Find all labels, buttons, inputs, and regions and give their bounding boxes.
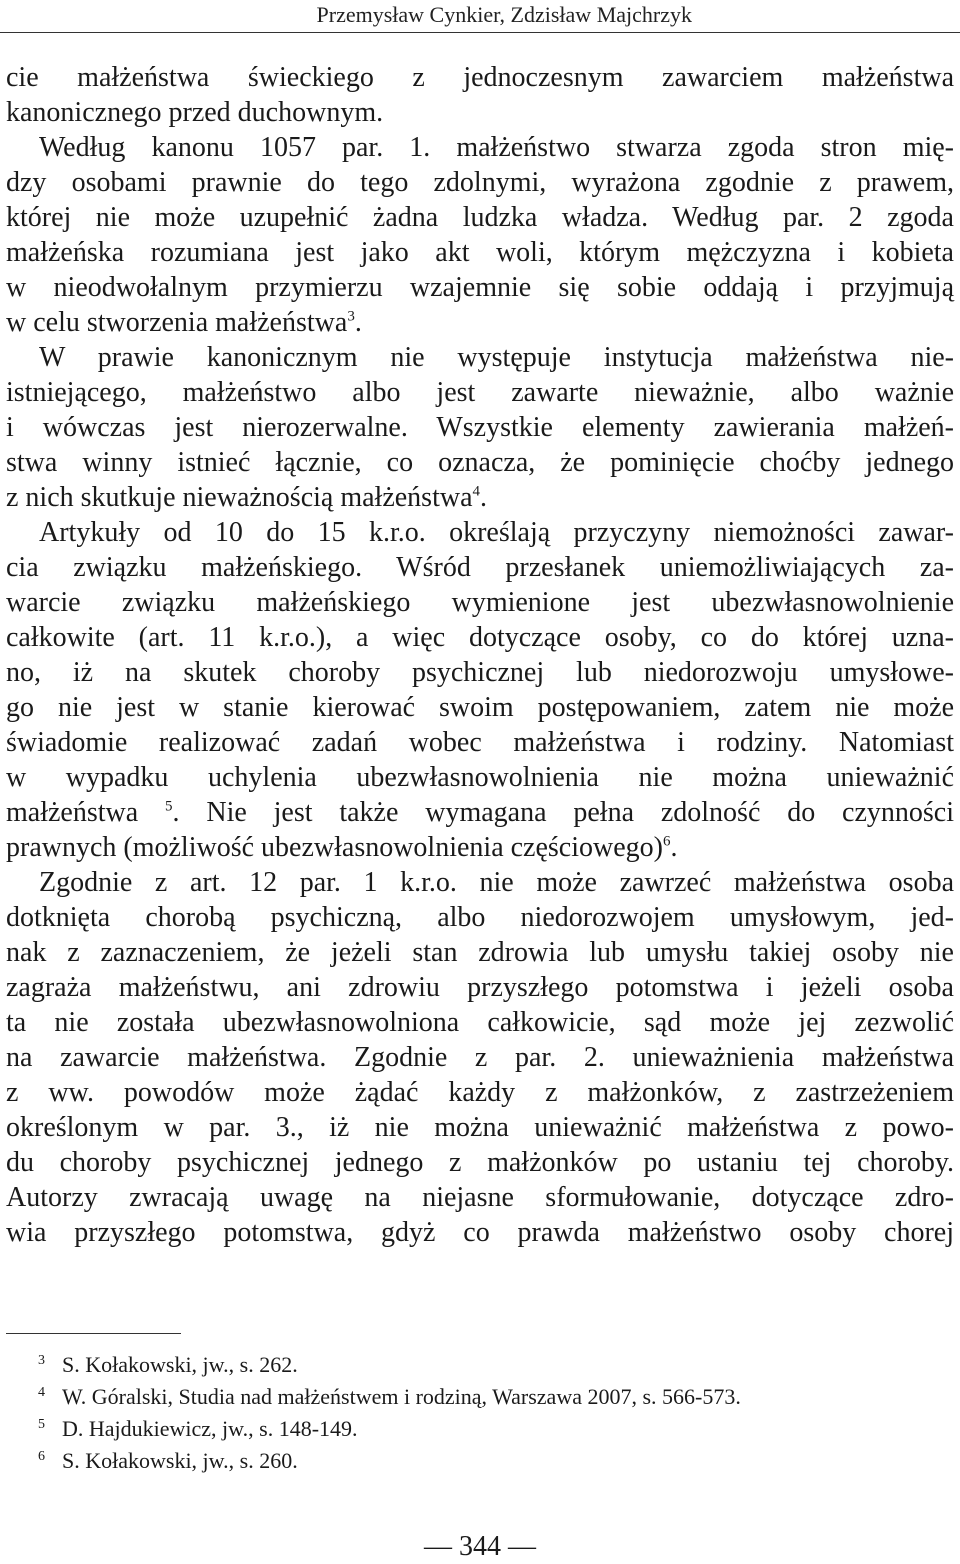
main-text [6, 60, 954, 1250]
text-line-with-footnote [6, 305, 954, 340]
text-line: i wówczas jest nierozerwalne. Wszystkie elementy zawierania małżeń- [6, 412, 954, 443]
text-line: istniejącego, małżeństwo albo jest zawarte nieważnie, albo ważnie [6, 377, 954, 408]
text-line: określonym w par. 3., iż nie można unieważnić małżeństwa z powo- [6, 1112, 954, 1143]
text-segment: . [354, 307, 362, 338]
text-line: całkowite (art. 11 k.r.o.), a więc dotyczące osoby, co do której uzna- [6, 622, 954, 653]
text-segment: . [670, 832, 678, 863]
text-line-with-footnote [6, 830, 954, 865]
footnote: 6 S. Kołakowski, jw., s. 260. [38, 1448, 298, 1473]
text-line: cia związku małżeńskiego. Wśród przesłanek uniemożliwiających za- [6, 552, 954, 583]
footnote-text: W. Góralski, Studia nad małżeństwem i rodziną, Warszawa 2007, s. 566-573. [62, 1384, 741, 1409]
text-line: Zgodnie z art. 12 par. 1 k.r.o. nie może zawrzeć małżeństwa osoba [39, 867, 954, 898]
footnote-ref: 6 [663, 833, 671, 850]
running-head-text: Przemysław Cynkier, Zdzisław Majchrzyk [316, 2, 692, 27]
footnote-ref: 3 [347, 308, 355, 325]
footnote-separator [6, 1333, 181, 1334]
text-line-with-footnote [6, 480, 954, 515]
text-line: dzy osobami prawnie do tego zdolnymi, wyrażona zgodnie z prawem, [6, 167, 954, 198]
text-line: wia przyszłego potomstwa, gdyż co prawda małżeństwo osoby chorej [6, 1217, 954, 1248]
footnote-text: S. Kołakowski, jw., s. 262. [62, 1352, 298, 1377]
text-line: kanonicznego przed duchownym. [6, 97, 384, 128]
text-line: Autorzy zwracają uwagę na niejasne sformułowanie, dotyczące zdro- [6, 1182, 954, 1213]
text-line: ta nie została ubezwłasnowolniona całkowicie, sąd może jej zezwolić [6, 1007, 954, 1038]
text-line: du choroby psychicznej jednego z małżonków po ustaniu tej choroby. [6, 1147, 954, 1178]
text-line: dotknięta chorobą psychiczną, albo niedorozwojem umysłowym, jed- [6, 902, 954, 933]
text-line: której nie może uzupełnić żadna ludzka władza. Według par. 2 zgoda [6, 202, 954, 233]
text-segment: małżeństwa [6, 797, 139, 828]
text-line: no, iż na skutek choroby psychicznej lub niedorozwoju umysłowe- [6, 657, 954, 688]
text-line: z ww. powodów może żądać każdy z małżonków, z zastrzeżeniem [6, 1077, 954, 1108]
text-line: stwa winny istnieć łącznie, co oznacza, że pominięcie choćby jednego [6, 447, 954, 478]
text-line: Według kanonu 1057 par. 1. małżeństwo stwarza zgoda stron mię- [39, 132, 954, 163]
text-segment: . [480, 482, 487, 513]
text-line: nak z zaznaczeniem, że jeżeli stan zdrowia lub umysłu takiej osoby nie [6, 937, 954, 968]
footnote-ref: 5 [165, 798, 173, 815]
text-line: małżeńska rozumiana jest jako akt woli, którym mężczyzna i kobieta [6, 237, 954, 268]
footnotes [38, 1349, 741, 1477]
page-number: — 344 — [424, 1531, 536, 1562]
footnote-text: S. Kołakowski, jw., s. 260. [62, 1448, 298, 1473]
footnote: 5 D. Hajdukiewicz, jw., s. 148-149. [38, 1416, 358, 1441]
text-segment: w celu stworzenia małżeństwa [6, 307, 348, 338]
header-rule [0, 32, 960, 33]
text-line: świadomie realizować zadań wobec małżeństwa i rodziny. Natomiast [6, 727, 954, 758]
text-segment: prawnych (możliwość ubezwłasnowolnienia częściowego) [6, 832, 663, 863]
text-line: w nieodwołalnym przymierzu wzajemnie się sobie oddają i przyjmują [6, 272, 954, 303]
text-line: cie małżeństwa świeckiego z jednoczesnym zawarciem małżeństwa [6, 62, 954, 93]
text-line: na zawarcie małżeństwa. Zgodnie z par. 2. unieważnienia małżeństwa [6, 1042, 954, 1073]
text-line: go nie jest w stanie kierować swoim postępowaniem, zatem nie może [6, 692, 954, 723]
footnote-text: D. Hajdukiewicz, jw., s. 148-149. [62, 1416, 358, 1441]
text-line: warcie związku małżeńskiego wymienione jest ubezwłasnowolnienie [6, 587, 954, 618]
text-line: w wypadku uchylenia ubezwłasnowolnienia nie można unieważnić [6, 762, 954, 793]
footnote-ref: 4 [472, 483, 480, 500]
footnote: 3 S. Kołakowski, jw., s. 262. [38, 1352, 298, 1377]
footnote: 4 W. Góralski, Studia nad małżeństwem i rodziną, Warszawa 2007, s. 566-573. [38, 1384, 741, 1409]
text-segment: . Nie jest także wymagana pełna zdolność do czynności [172, 797, 955, 828]
text-line: zagraża małżeństwu, ani zdrowiu przyszłego potomstwa i jeżeli osoba [6, 972, 954, 1003]
running-header [0, 0, 960, 34]
text-line-with-footnote [6, 795, 954, 830]
text-line: Artykuły od 10 do 15 k.r.o. określają przyczyny niemożności zawar- [39, 517, 954, 548]
text-line: W prawie kanonicznym nie występuje instytucja małżeństwa nie- [39, 342, 954, 373]
text-segment: z nich skutkuje nieważnością małżeństwa [6, 482, 473, 513]
